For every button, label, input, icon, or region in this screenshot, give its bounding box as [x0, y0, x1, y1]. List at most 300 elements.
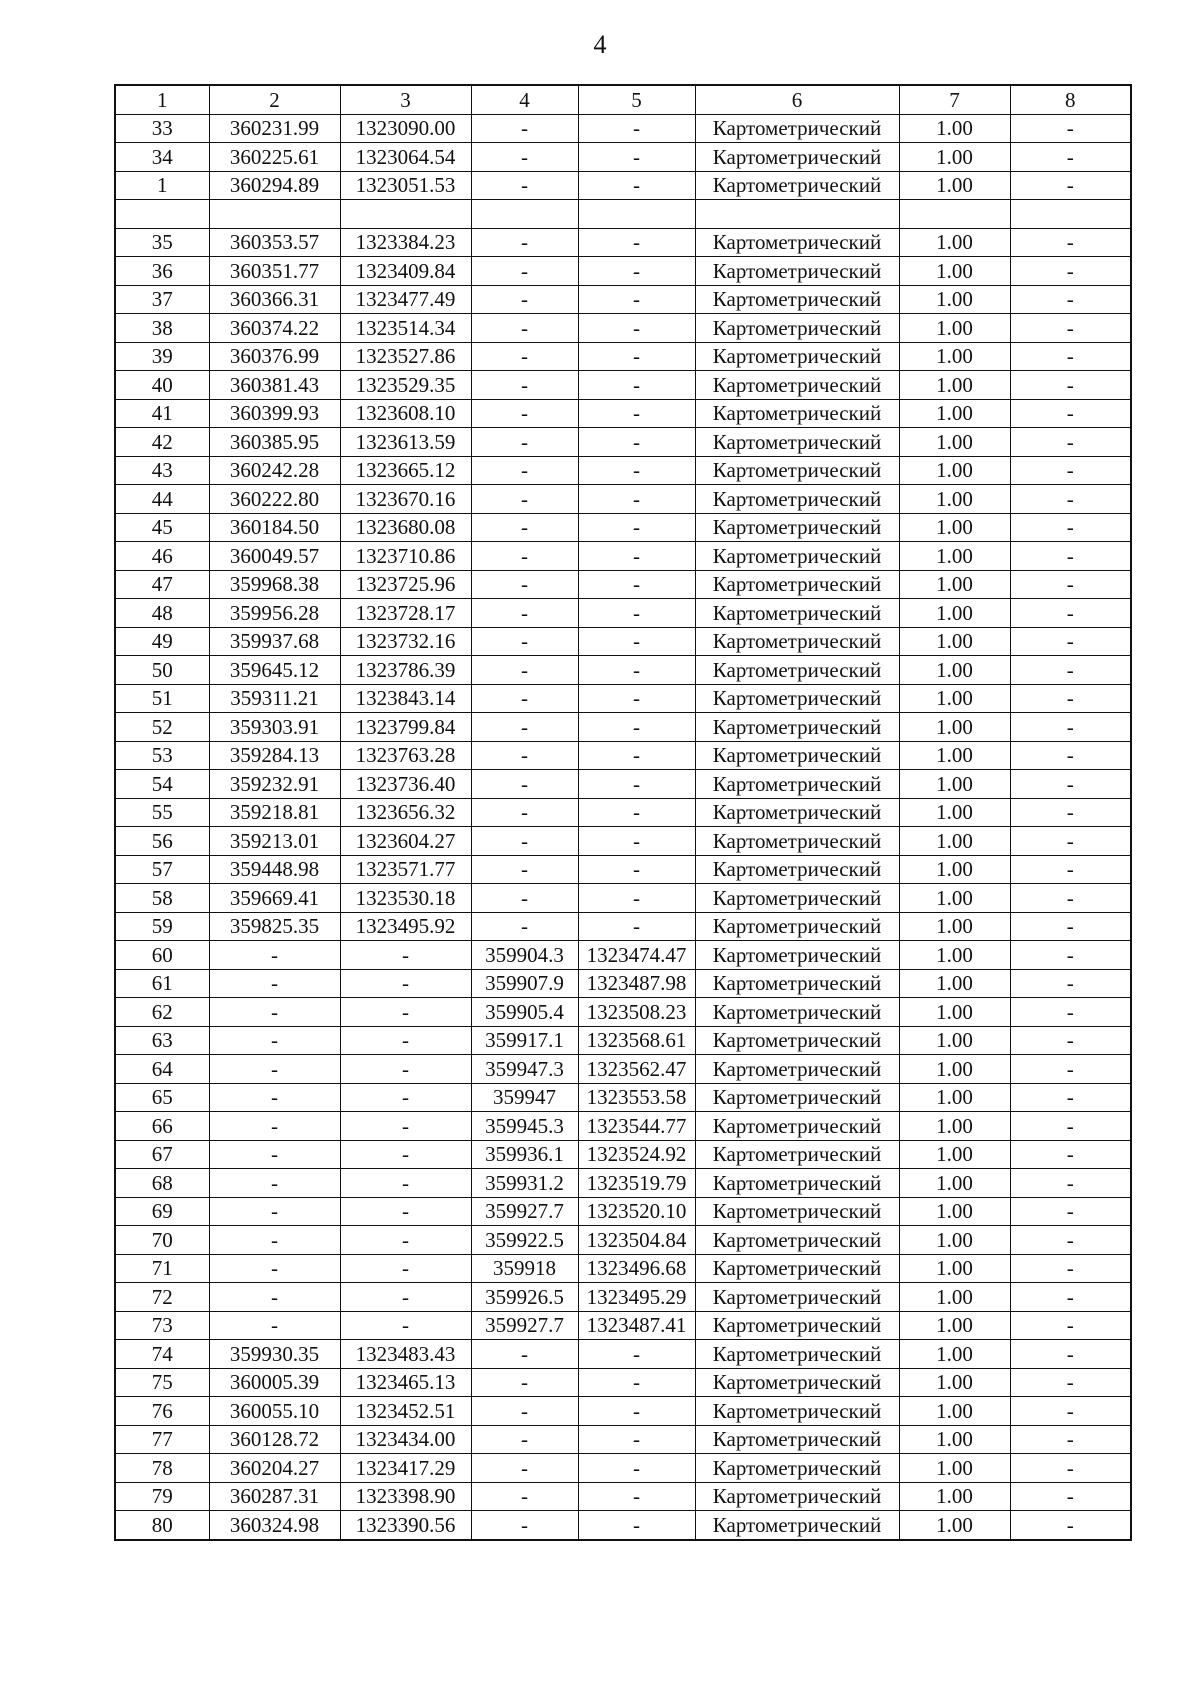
table-cell: -: [471, 114, 578, 143]
table-cell: -: [471, 656, 578, 685]
table-cell: -: [1010, 599, 1131, 628]
table-cell: -: [1010, 1511, 1131, 1540]
table-cell: 360184.50: [209, 513, 340, 542]
table-cell: 1.00: [899, 770, 1010, 799]
table-cell: 74: [115, 1340, 209, 1369]
table-cell: -: [578, 285, 695, 314]
table-cell: -: [471, 1340, 578, 1369]
table-cell: -: [578, 399, 695, 428]
table-cell: Картометрический: [695, 456, 899, 485]
table-cell: Картометрический: [695, 656, 899, 685]
table-cell: 359927.7: [471, 1197, 578, 1226]
table-cell: Картометрический: [695, 827, 899, 856]
table-cell: -: [578, 513, 695, 542]
table-cell: Картометрический: [695, 542, 899, 571]
table-cell: 360374.22: [209, 314, 340, 343]
table-cell: 360294.89: [209, 171, 340, 200]
table-cell: 360351.77: [209, 257, 340, 286]
table-cell: -: [471, 257, 578, 286]
column-header: 8: [1010, 85, 1131, 114]
table-row: [115, 941, 1131, 970]
table-row: [115, 1112, 1131, 1141]
table-cell: 66: [115, 1112, 209, 1141]
table-cell: Картометрический: [695, 1197, 899, 1226]
table-cell: 359311.21: [209, 684, 340, 713]
table-cell: -: [340, 941, 471, 970]
table-cell: 1.00: [899, 570, 1010, 599]
table-cell: 360222.80: [209, 485, 340, 514]
table-cell: 1.00: [899, 1340, 1010, 1369]
table-cell: -: [1010, 399, 1131, 428]
table-cell: 1323529.35: [340, 371, 471, 400]
table-cell: 1.00: [899, 1226, 1010, 1255]
table-cell: -: [471, 570, 578, 599]
page-number: 4: [593, 30, 607, 59]
table-cell: 1.00: [899, 513, 1010, 542]
table-row: [115, 1254, 1131, 1283]
table-cell: 1.00: [899, 969, 1010, 998]
table-cell: Картометрический: [695, 1140, 899, 1169]
table-cell: -: [1010, 912, 1131, 941]
table-cell: 1.00: [899, 1140, 1010, 1169]
table-row: [115, 1140, 1131, 1169]
table-cell: 360005.39: [209, 1368, 340, 1397]
table-row: [115, 542, 1131, 571]
table-cell: 48: [115, 599, 209, 628]
table-cell: Картометрический: [695, 627, 899, 656]
table-cell: [1010, 200, 1131, 229]
table-cell: -: [1010, 627, 1131, 656]
table-cell: 33: [115, 114, 209, 143]
table-cell: [209, 200, 340, 229]
table-cell: -: [578, 542, 695, 571]
table-cell: -: [340, 1197, 471, 1226]
table-cell: -: [471, 627, 578, 656]
table-cell: 359907.9: [471, 969, 578, 998]
table-cell: 1.00: [899, 342, 1010, 371]
table-cell: 1.00: [899, 456, 1010, 485]
table-cell: [695, 200, 899, 229]
table-cell: 58: [115, 884, 209, 913]
column-header: 7: [899, 85, 1010, 114]
table-cell: -: [1010, 1226, 1131, 1255]
table-cell: -: [1010, 855, 1131, 884]
table-cell: 359905.4: [471, 998, 578, 1027]
table-cell: -: [209, 969, 340, 998]
table-cell: 75: [115, 1368, 209, 1397]
table-cell: 1.00: [899, 1283, 1010, 1312]
table-cell: 359947: [471, 1083, 578, 1112]
coordinates-table: [114, 84, 1132, 1541]
table-cell: -: [1010, 684, 1131, 713]
table-cell: 360381.43: [209, 371, 340, 400]
table-cell: -: [578, 599, 695, 628]
table-cell: [115, 200, 209, 229]
table-cell: -: [340, 1169, 471, 1198]
table-row: [115, 1026, 1131, 1055]
table-row: [115, 1083, 1131, 1112]
table-cell: -: [578, 171, 695, 200]
table-cell: 359448.98: [209, 855, 340, 884]
table-cell: Картометрический: [695, 998, 899, 1027]
table-cell: -: [209, 1226, 340, 1255]
table-cell: Картометрический: [695, 428, 899, 457]
table-cell: -: [471, 171, 578, 200]
table-cell: 69: [115, 1197, 209, 1226]
table-cell: 360399.93: [209, 399, 340, 428]
table-cell: 1.00: [899, 399, 1010, 428]
table-cell: 1323680.08: [340, 513, 471, 542]
table-row: [115, 684, 1131, 713]
table-row: [115, 1454, 1131, 1483]
table-cell: 1323514.34: [340, 314, 471, 343]
table-cell: 67: [115, 1140, 209, 1169]
table-cell: -: [578, 143, 695, 172]
table-cell: 359956.28: [209, 599, 340, 628]
table-cell: 38: [115, 314, 209, 343]
table-cell: -: [1010, 1368, 1131, 1397]
table-cell: 1.00: [899, 1112, 1010, 1141]
table-cell: -: [1010, 1454, 1131, 1483]
table-row: [115, 114, 1131, 143]
table-cell: 1323417.29: [340, 1454, 471, 1483]
table-cell: -: [578, 371, 695, 400]
table-cell: -: [1010, 228, 1131, 257]
table-cell: Картометрический: [695, 228, 899, 257]
table-cell: -: [471, 684, 578, 713]
table-cell: -: [1010, 1169, 1131, 1198]
table-cell: -: [578, 257, 695, 286]
table-row: [115, 1311, 1131, 1340]
table-cell: 359669.41: [209, 884, 340, 913]
table-cell: 77: [115, 1425, 209, 1454]
table-cell: 1323409.84: [340, 257, 471, 286]
table-cell: 359922.5: [471, 1226, 578, 1255]
table-cell: 360324.98: [209, 1511, 340, 1540]
table-cell: -: [471, 770, 578, 799]
table-cell: 1323520.10: [578, 1197, 695, 1226]
table-cell: 1.00: [899, 713, 1010, 742]
table-row: [115, 1368, 1131, 1397]
table-cell: -: [340, 1112, 471, 1141]
table-cell: 1323571.77: [340, 855, 471, 884]
table-cell: -: [471, 1397, 578, 1426]
table-cell: 1.00: [899, 228, 1010, 257]
table-cell: -: [340, 1140, 471, 1169]
table-cell: -: [1010, 485, 1131, 514]
table-body: [115, 114, 1131, 1540]
table-cell: 1323843.14: [340, 684, 471, 713]
table-cell: 359930.35: [209, 1340, 340, 1369]
table-cell: 76: [115, 1397, 209, 1426]
table-cell: 360242.28: [209, 456, 340, 485]
table-cell: -: [340, 969, 471, 998]
table-row: [115, 1397, 1131, 1426]
table-cell: Картометрический: [695, 1397, 899, 1426]
table-cell: -: [471, 912, 578, 941]
table-cell: -: [340, 1055, 471, 1084]
table-cell: 41: [115, 399, 209, 428]
table-cell: 1323710.86: [340, 542, 471, 571]
table-cell: -: [1010, 1112, 1131, 1141]
table-cell: 1323508.23: [578, 998, 695, 1027]
table-row: [115, 428, 1131, 457]
table-cell: 1.00: [899, 171, 1010, 200]
table-cell: 359232.91: [209, 770, 340, 799]
table-cell: 1323496.68: [578, 1254, 695, 1283]
table-cell: -: [471, 399, 578, 428]
table-row: [115, 1425, 1131, 1454]
table-cell: -: [1010, 1254, 1131, 1283]
table-cell: 1.00: [899, 684, 1010, 713]
table-cell: -: [1010, 741, 1131, 770]
table-cell: -: [578, 314, 695, 343]
table-cell: -: [1010, 1482, 1131, 1511]
table-cell: -: [578, 1425, 695, 1454]
table-cell: 1.00: [899, 371, 1010, 400]
table-cell: [340, 200, 471, 229]
table-cell: -: [1010, 1026, 1131, 1055]
table-cell: 1.00: [899, 1026, 1010, 1055]
table-cell: -: [471, 371, 578, 400]
column-header: 2: [209, 85, 340, 114]
table-cell: -: [578, 485, 695, 514]
table-header-row: [115, 85, 1131, 114]
table-cell: -: [578, 884, 695, 913]
table-cell: -: [340, 1083, 471, 1112]
table-cell: 62: [115, 998, 209, 1027]
table-cell: Картометрический: [695, 1026, 899, 1055]
table-cell: -: [1010, 884, 1131, 913]
table-cell: 360353.57: [209, 228, 340, 257]
table-cell: -: [578, 627, 695, 656]
table-cell: 60: [115, 941, 209, 970]
table-cell: -: [1010, 257, 1131, 286]
table-cell: Картометрический: [695, 912, 899, 941]
table-cell: -: [578, 228, 695, 257]
table-cell: 1323665.12: [340, 456, 471, 485]
table-cell: 1.00: [899, 884, 1010, 913]
table-cell: 45: [115, 513, 209, 542]
table-cell: 59: [115, 912, 209, 941]
table-cell: -: [578, 428, 695, 457]
table-cell: 1323544.77: [578, 1112, 695, 1141]
table-cell: -: [1010, 314, 1131, 343]
table-cell: -: [471, 1368, 578, 1397]
table-cell: -: [209, 1311, 340, 1340]
table-cell: 1323474.47: [578, 941, 695, 970]
table-cell: Картометрический: [695, 1283, 899, 1312]
table-cell: Картометрический: [695, 1226, 899, 1255]
table-cell: 1.00: [899, 741, 1010, 770]
table-row: [115, 627, 1131, 656]
table-cell: 1323608.10: [340, 399, 471, 428]
table-cell: -: [1010, 428, 1131, 457]
table-row: [115, 228, 1131, 257]
table-cell: 46: [115, 542, 209, 571]
table-cell: -: [578, 114, 695, 143]
column-header: 5: [578, 85, 695, 114]
table-cell: -: [1010, 656, 1131, 685]
table-cell: 1.00: [899, 1083, 1010, 1112]
table-cell: -: [578, 741, 695, 770]
table-row: [115, 371, 1131, 400]
table-row: [115, 513, 1131, 542]
table-cell: -: [340, 1311, 471, 1340]
table-cell: -: [209, 1254, 340, 1283]
table-cell: 1323390.56: [340, 1511, 471, 1540]
table-cell: 1.00: [899, 1197, 1010, 1226]
table-cell: 1.00: [899, 998, 1010, 1027]
table-cell: -: [471, 884, 578, 913]
table-cell: -: [471, 1425, 578, 1454]
table-cell: -: [209, 1197, 340, 1226]
table-row: [115, 827, 1131, 856]
table-cell: 360204.27: [209, 1454, 340, 1483]
table-cell: Картометрический: [695, 1425, 899, 1454]
table-cell: -: [471, 143, 578, 172]
table-cell: -: [340, 1026, 471, 1055]
table-cell: 1323051.53: [340, 171, 471, 200]
table-cell: Картометрический: [695, 1083, 899, 1112]
column-header: 3: [340, 85, 471, 114]
table-cell: Картометрический: [695, 485, 899, 514]
table-cell: -: [578, 827, 695, 856]
table-cell: -: [209, 1283, 340, 1312]
table-cell: 1.00: [899, 1482, 1010, 1511]
table-row: [115, 143, 1131, 172]
table-cell: 1.00: [899, 1311, 1010, 1340]
table-cell: 1323477.49: [340, 285, 471, 314]
table-cell: 360376.99: [209, 342, 340, 371]
table-cell: 1323483.43: [340, 1340, 471, 1369]
table-row: [115, 713, 1131, 742]
table-cell: 1.00: [899, 798, 1010, 827]
table-cell: -: [578, 1340, 695, 1369]
table-cell: -: [1010, 1055, 1131, 1084]
table-cell: -: [471, 513, 578, 542]
table-cell: 1.00: [899, 257, 1010, 286]
table-cell: 50: [115, 656, 209, 685]
table-cell: [578, 200, 695, 229]
table-cell: -: [1010, 941, 1131, 970]
table-cell: 1323736.40: [340, 770, 471, 799]
table-cell: 1.00: [899, 1425, 1010, 1454]
table-cell: 1323487.98: [578, 969, 695, 998]
table-row: [115, 485, 1131, 514]
table-row: [115, 171, 1131, 200]
table-cell: 55: [115, 798, 209, 827]
table-cell: 1: [115, 171, 209, 200]
table-cell: -: [1010, 542, 1131, 571]
table-cell: -: [578, 770, 695, 799]
table-cell: 1.00: [899, 485, 1010, 514]
table-cell: 1.00: [899, 1454, 1010, 1483]
table-cell: -: [578, 1397, 695, 1426]
table-cell: 65: [115, 1083, 209, 1112]
table-cell: 1323763.28: [340, 741, 471, 770]
table-cell: 1.00: [899, 855, 1010, 884]
table-cell: 44: [115, 485, 209, 514]
table-cell: 37: [115, 285, 209, 314]
table-cell: -: [1010, 1425, 1131, 1454]
table-cell: Картометрический: [695, 599, 899, 628]
table-cell: 1.00: [899, 627, 1010, 656]
table-cell: 1323384.23: [340, 228, 471, 257]
table-cell: -: [471, 713, 578, 742]
table-cell: -: [1010, 1197, 1131, 1226]
table-cell: [899, 200, 1010, 229]
table-cell: Картометрический: [695, 143, 899, 172]
table-row: [115, 314, 1131, 343]
table-cell: -: [1010, 371, 1131, 400]
table-cell: -: [578, 912, 695, 941]
table-cell: 73: [115, 1311, 209, 1340]
table-cell: -: [1010, 1311, 1131, 1340]
table-cell: 1.00: [899, 428, 1010, 457]
table-cell: 80: [115, 1511, 209, 1540]
table-cell: -: [1010, 713, 1131, 742]
table-cell: Картометрический: [695, 1511, 899, 1540]
table-cell: 1.00: [899, 143, 1010, 172]
table-cell: 360049.57: [209, 542, 340, 571]
table-cell: 51: [115, 684, 209, 713]
table-cell: 1323530.18: [340, 884, 471, 913]
table-cell: -: [209, 941, 340, 970]
table-cell: 1323465.13: [340, 1368, 471, 1397]
table-row: [115, 570, 1131, 599]
table-row: [115, 741, 1131, 770]
table-cell: -: [340, 1254, 471, 1283]
table-cell: -: [471, 228, 578, 257]
table-cell: 40: [115, 371, 209, 400]
table-cell: Картометрический: [695, 713, 899, 742]
table-cell: 1323562.47: [578, 1055, 695, 1084]
table-cell: 359213.01: [209, 827, 340, 856]
table-cell: 72: [115, 1283, 209, 1312]
table-cell: -: [340, 1226, 471, 1255]
table-cell: 47: [115, 570, 209, 599]
table-cell: Картометрический: [695, 114, 899, 143]
column-header: 4: [471, 85, 578, 114]
table-cell: -: [578, 713, 695, 742]
table-cell: 359936.1: [471, 1140, 578, 1169]
table-cell: Картометрический: [695, 770, 899, 799]
table-cell: -: [1010, 456, 1131, 485]
table-cell: 1323786.39: [340, 656, 471, 685]
table-cell: 359947.3: [471, 1055, 578, 1084]
table-cell: Картометрический: [695, 257, 899, 286]
table-cell: 43: [115, 456, 209, 485]
table-cell: -: [209, 998, 340, 1027]
table-cell: 64: [115, 1055, 209, 1084]
table-cell: 359904.3: [471, 941, 578, 970]
table-cell: 1323487.41: [578, 1311, 695, 1340]
table-cell: Картометрический: [695, 1311, 899, 1340]
column-header: 6: [695, 85, 899, 114]
table-cell: -: [1010, 513, 1131, 542]
table-row: [115, 798, 1131, 827]
table-cell: Картометрический: [695, 1368, 899, 1397]
table-cell: -: [471, 741, 578, 770]
table-cell: 70: [115, 1226, 209, 1255]
table-cell: -: [209, 1140, 340, 1169]
table-cell: -: [471, 855, 578, 884]
table-cell: 35: [115, 228, 209, 257]
table-cell: 1.00: [899, 1169, 1010, 1198]
table-cell: 57: [115, 855, 209, 884]
table-cell: 1323519.79: [578, 1169, 695, 1198]
